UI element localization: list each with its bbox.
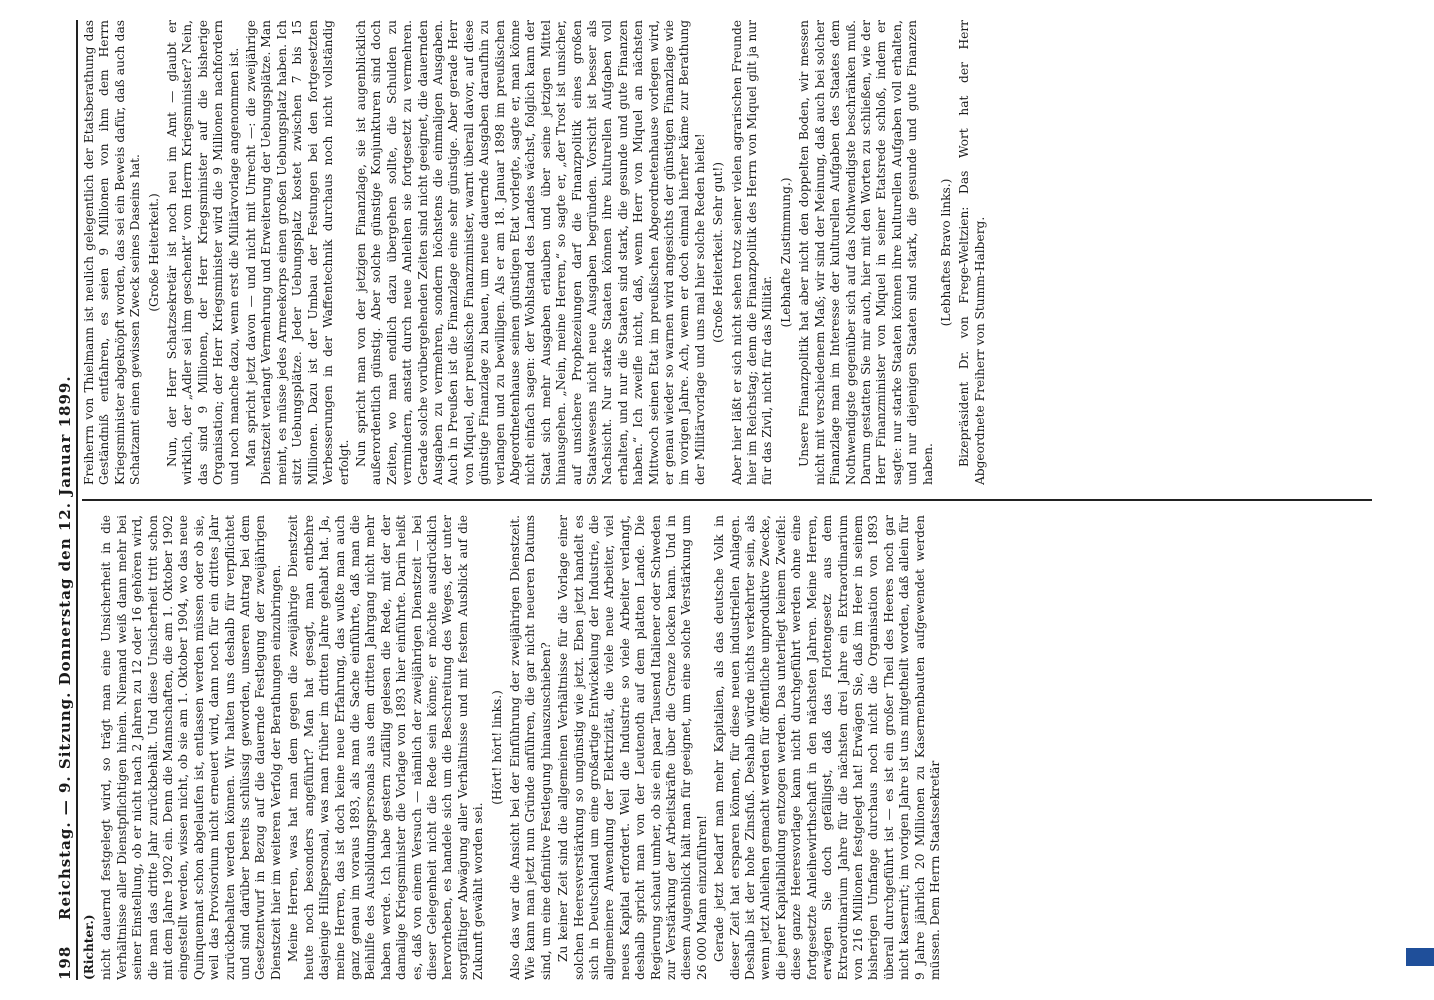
paragraph: Meine Herren, was hat man dem gegen die zweijährige Dienstzeit heute noch besonders angeführt? Man hat gesagt, man entbehre dasjenige Hilfspersonal, was man früher im dritten Jahre gehabt hat. Ja, meine Herren, das ist doch keine neue Erfahrung, das wußte man auch ganz genau im voraus 1893, als man die Sache einführte, daß man die Beihilfe des Ausbildungspersonals aus dem dritten Jahrgang nicht mehr haben werde. Ich habe gestern zufällig gelesen die Rede, mit der der damalige Kriegsminister die Vorlage von 1893 hier einführte. Darin heißt es, daß von einem Versuch — nämlich der zweijährigen Dienstzeit — bei dieser Gelegenheit nicht die Rede sein könne; er möchte ausdrücklich hervorheben, es handele sich um die Beschreitung des Weges, der unter sorgfältiger Abwägung aller Verhältnisse und mit festem Ausblick auf die Zukunft gewählt worden sei. <box>286 515 486 980</box>
paragraph: nicht dauernd festgelegt wird, so trägt man eine Unsicherheit in die Verhältnisse aller Dienstpflichtigen hinein. Niemand weiß dann mehr bei seiner Einstellung, ob er nicht nach 2 Jahren zu 12 oder 16 gehören wird, die man das dritte Jahr zurückbehält. Und diese Unsicherheit tritt schon mit dem Jahre 1902 ein. Denn die Mannschaften, die am 1. Oktober 1902 eingestellt werden, wissen nicht, ob sie am 1. Oktober 1904, wo das neue Quinquennat schon abgelaufen ist, entlassen werden müssen oder ob sie, weil das Provisorium nicht erneuert wird, dann noch für ein drittes Jahr zurückbehalten werden können. Wir halten uns deshalb für verpflichtet und sind darüber bereits schlüssig geworden, unseren Antrag bei dem Gesetzentwurf in Bezug auf die dauernde Festlegung der zweijährigen Dienstzeit hier im weiteren Verfolg der Berathungen einzubringen. <box>99 515 283 980</box>
paragraph: Freiherrn von Thielmann ist neulich gelegentlich der Etatsberathung das Geständniß entfahren, es seien 9 Millionen von ihm dem Herrn Kriegsminister abgeknöpft worden, das sei ein Beweis dafür, daß auch das Schatzamt einen gewissen Zweck seines Daseins hat. <box>82 20 143 485</box>
right-column <box>82 20 1372 485</box>
interjection: (Lebhaftes Bravo links.) <box>938 178 953 327</box>
paragraph: Also das war die Ansicht bei der Einführung der zweijährigen Dienstzeit. Wie kann man jetzt nun Gründe anführen, die gar nicht neueren Datums sind, um eine definitive Festlegung hinauszuschieben? <box>507 515 553 980</box>
dfg-badge <box>1406 948 1434 966</box>
running-header <box>40 20 78 980</box>
speaker-label <box>82 515 97 980</box>
running-title: Reichstag. — 9. Sitzung. Donnerstag den 12. Januar 1899. <box>56 375 74 920</box>
paragraph: Nun, der Herr Schatzsekretär ist noch neu im Amt — glaubt er wirklich, der „Adler sei ihm geschenkt“ vom Herrn Kriegsminister? Nein, das sind 9 Millionen, der Herr Kriegsminister auf die bisherige Organisation; der Herr Kriegsminister wird die 9 Millionen nachfordern und noch manche dazu, wenn erst die Militärvorlage angenommen ist. <box>165 20 241 485</box>
paragraph: Aber hier läßt er sich nicht sehen trotz seiner vielen agrarischen Freunde hier im Reichstag; denn die Finanzpolitik des Herrn von Miquel gilt ja nur für das Zivil, nicht für das Militär. <box>729 20 775 485</box>
digitization-credit <box>1412 30 1430 970</box>
paragraph: Unsere Finanzpolitik hat aber nicht den doppelten Boden, wir messen nicht mit verschiedenem Maß; wir sind der Meinung, daß auch bei solcher Finanzlage man im Interesse der kulturellen Aufgaben des Staates dem Nothwendigste gegenüber sich auf das Nothwendigste beschränken muß. Darum gestatten Sie mir auch, hier mit den Worten zu schließen, wie der Herr Finanzminister von Miquel in seiner Etatsrede schloß, indem er sagte: nur starke Staaten können ihre kulturellen Aufgaben voll erhalten, und nur diejenigen Staaten sind stark, die gesunde und gute Finanzen haben. <box>797 20 935 485</box>
paragraph: Zu keiner Zeit sind die allgemeinen Verhältnisse für die Vorlage einer solchen Heeresverstärkung so ungünstig wie jetzt. Eben jetzt handelt es sich in Deutschland um eine großartige Entwickelung der Industrie, die allgemeinere Anwendung der Elektrizität, die viele neue Arbeiter, viel neues Kapital erfordert. Weil die Industrie so viele Arbeiter verlangt, deshalb spricht man von der Leutenoth auf dem platten Lande. Die Regierung schaut umher, ob sie ein paar Tausend Italiener oder Schweden zur Verstärkung der Arbeitskräfte über die Grenze locken kann. Und in diesem Augenblick hält man für geeignet, um eine solche Verstärkung um 26 000 Mann einzuführen! <box>556 515 709 980</box>
page-number: 198 <box>56 945 74 980</box>
interjection: (Lebhafte Zustimmung.) <box>778 177 793 328</box>
paragraph: Gerade jetzt bedarf man mehr Kapitalien, als das deutsche Volk in dieser Zeit hat ersparen können, für diese neuen industriellen Anlagen. Deshalb ist der hohe Zinsfuß. Deshalb würde nichts verkehrter sein, als wenn jetzt Anleihen gemacht werden für öffentliche unproduktive Zwecke, die jener Kapitalbildung entzogen werden. Das unterliegt keinem Zweifel: diese ganze Heeresvorlage kann nicht durchgeführt werden ohne eine fortgesetzte Anleihewirthschaft in den nächsten Jahren. Meine Herren, erwägen Sie doch gefälligst, daß das Flottengesetz aus dem Extraordinarium Jahre für die nächsten drei Jahre ein Extraordinarium von 216 Millionen festgelegt hat! Erwägen Sie, daß im Heer in seinem bisherigen Umfange durchaus noch nicht die Organisation von 1893 überall durchgeführt ist — es ist ein großer Theil des Heeres noch gar nicht kasernirt; im vorigen Jahre ist uns mitgetheilt worden, daß allein für 9 Jahre jährlich 20 Millionen zu Kasernenbauten aufgewendet werden müssen. Dem Herrn Staatssekretär <box>712 515 942 980</box>
paragraph: Man spricht jetzt davon — und nicht mit Unrecht —: die zweijährige Dienstzeit verlangt Vermehrung und Erweiterung der Uebungsplätze. Man meint, es müsse jedes Armeekorps einen großen Uebungsplatz haben. Ich sitzt Uebungsplätze. Jeder Uebungsplatz kostet zwischen 7 bis 15 Millionen. Dazu ist der Umbau der Festungen bei den fortgesetzten Verbesserungen in der Waffentechnik durchaus noch nicht vollständig erfolgt. <box>244 20 351 485</box>
left-column <box>82 515 1372 980</box>
closing-paragraph: Bizepräsident Dr. von Frege-Weltzien: Das Wort hat der Herr Abgeordnete Freiherr von Stumm-Halberg. <box>957 20 987 485</box>
column-divider <box>82 499 1372 501</box>
interjection: (Große Heiterkeit. Sehr gut!) <box>711 162 726 344</box>
text-columns <box>82 20 1372 980</box>
speaker-name: (Richter.) <box>82 914 96 980</box>
paragraph: Nun spricht man von der jetzigen Finanzlage, sie ist augenblicklich außerordentlich günstig. Aber solche günstige Konjunkturen sind doch Zeiten, wo man endlich dazu übergehen sollte, die Schulden zu vermindern, anstatt durch neue Anleihen sie fortgesetzt zu vermehren. Gerade solche vorübergehenden Zeiten sind nicht geeignet, die dauernden Ausgaben zu vermehren, sondern höchstens die einmaligen Ausgaben. Auch in Preußen ist die Finanzlage eine sehr günstige. Aber gerade Herr von Miquel, der preußische Finanzminister, warnt überall davor, auf diese günstige Finanzlage zu bauen, um neue dauernde Ausgaben daraufhin zu verlangen und zu bewilligen. Als er am 18. Januar 1898 im preußischen Abgeordnetenhause seinen günstigen Etat vorlegte, sagte er, man könne nicht einfach sagen: der Wohlstand des Landes wächst, folglich kann der Staat sich mehr Ausgaben erlauben und über seine jetzigen Mittel hinausgehen. „Nein, meine Herren,“ so sagte er, „der Trost ist unsicher, auf unsichere Prophezeiungen darf die Finanzpolitik eines großen Staatswesens nicht neue Ausgaben begründen. Vorsicht ist besser als Nachsicht. Nur starke Staaten können ihre kulturellen Aufgaben voll erhalten, und nur die Staaten sind stark, die gesunde und gute Finanzen haben.“ Ich zweifle nicht, daß, wenn Herr von Miquel an nächsten Mittwoch seinen Etat im preußischen Abgeordnetenhause vorlegen wird, er genau wieder so warnen wird angesichts der günstigen Finanzlage wie im vorigen Jahre. Ach, wenn er doch einmal hierher käme zur Berathung der Militärvorlage und uns mal hier solche Reden hielte! <box>353 20 707 485</box>
interjection: (Hört! hört! links.) <box>489 690 504 805</box>
digitization-credit-text <box>1412 30 1430 970</box>
interjection: (Große Heiterkeit.) <box>146 193 161 312</box>
